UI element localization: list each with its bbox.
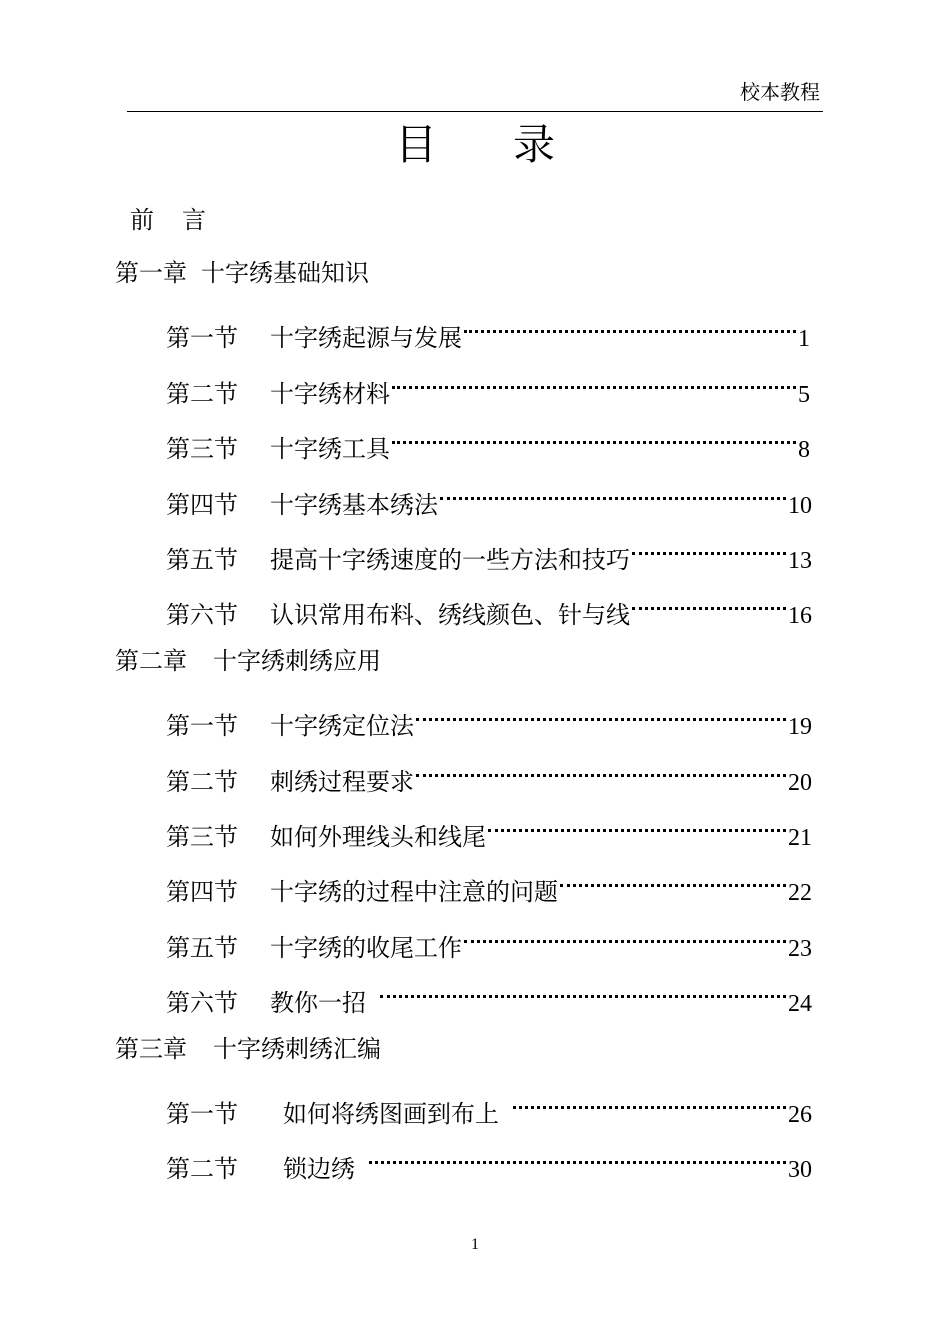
toc-section[interactable] bbox=[166, 1141, 812, 1184]
toc-section[interactable] bbox=[166, 532, 812, 574]
dot-leader bbox=[488, 809, 786, 845]
section-number: 第五节 bbox=[166, 933, 238, 962]
section-number: 第三节 bbox=[166, 823, 238, 851]
chapter-title: 十字绣刺绣汇编 bbox=[213, 1034, 381, 1063]
dot-leader bbox=[464, 310, 796, 346]
section-page-number: 26 bbox=[788, 1102, 812, 1128]
section-page-number: 10 bbox=[788, 492, 812, 519]
dot-leader bbox=[632, 587, 786, 623]
chapter-title: 十字绣基础知识 bbox=[201, 259, 369, 287]
dot-leader bbox=[560, 864, 786, 900]
section-page-number: 5 bbox=[798, 381, 810, 408]
section-number: 第一节 bbox=[166, 324, 238, 353]
section-number: 第六节 bbox=[166, 989, 238, 1018]
section-title: 十字绣起源与发展 bbox=[270, 324, 462, 353]
dot-leader bbox=[464, 920, 786, 956]
section-title: 如何将绣图画到布上 bbox=[283, 1100, 499, 1128]
section-page-number: 30 bbox=[788, 1157, 812, 1184]
dot-leader bbox=[392, 421, 796, 457]
toc-chapter[interactable] bbox=[115, 643, 381, 679]
toc-title: 目录 bbox=[394, 120, 631, 169]
chapter-title: 十字绣刺绣应用 bbox=[213, 646, 381, 675]
chapter-number: 第二章 bbox=[115, 646, 187, 675]
section-page-number: 23 bbox=[788, 935, 812, 962]
section-number: 第三节 bbox=[166, 435, 238, 464]
section-page-number: 22 bbox=[788, 880, 812, 907]
toc-section[interactable] bbox=[166, 754, 812, 796]
section-title: 十字绣定位法 bbox=[270, 712, 414, 741]
section-title: 十字绣的收尾工作 bbox=[270, 933, 462, 962]
section-title: 锁边绣 bbox=[283, 1155, 355, 1184]
dot-leader bbox=[369, 1141, 786, 1177]
section-number: 第二节 bbox=[166, 1155, 238, 1184]
section-page-number: 24 bbox=[788, 991, 812, 1018]
section-number: 第四节 bbox=[166, 490, 238, 519]
toc-section[interactable] bbox=[166, 975, 812, 1018]
section-page-number: 8 bbox=[798, 437, 810, 464]
toc-section[interactable] bbox=[166, 698, 812, 741]
section-number: 第五节 bbox=[166, 546, 238, 574]
dot-leader bbox=[392, 366, 796, 402]
toc-section[interactable] bbox=[166, 920, 812, 962]
dot-leader bbox=[380, 975, 786, 1011]
section-title: 刺绣过程要求 bbox=[270, 767, 414, 796]
section-number: 第六节 bbox=[166, 601, 238, 630]
header-rule bbox=[127, 111, 823, 112]
toc-section[interactable] bbox=[166, 477, 812, 519]
footer-page-number: 1 bbox=[471, 1236, 479, 1253]
toc-section[interactable] bbox=[166, 864, 812, 907]
section-page-number: 21 bbox=[788, 825, 812, 851]
toc-section[interactable] bbox=[166, 310, 812, 353]
section-number: 第二节 bbox=[166, 379, 238, 408]
toc-section[interactable] bbox=[166, 587, 812, 630]
toc-section[interactable] bbox=[166, 809, 812, 851]
toc-section[interactable] bbox=[166, 421, 812, 464]
dot-leader bbox=[632, 532, 786, 568]
section-page-number: 13 bbox=[788, 548, 812, 574]
section-title: 十字绣基本绣法 bbox=[270, 490, 438, 519]
chapter-number: 第三章 bbox=[115, 1034, 187, 1063]
toc-section[interactable] bbox=[166, 366, 812, 408]
chapter-number: 第一章 bbox=[115, 259, 187, 287]
section-number: 第一节 bbox=[166, 712, 238, 741]
section-title: 十字绣材料 bbox=[270, 379, 390, 408]
dot-leader bbox=[440, 477, 786, 513]
section-title: 教你一招 bbox=[270, 989, 366, 1018]
toc-preface: 前言 bbox=[130, 206, 234, 234]
section-title: 十字绣工具 bbox=[270, 435, 390, 464]
dot-leader bbox=[513, 1086, 786, 1122]
section-page-number: 1 bbox=[798, 326, 810, 353]
toc-chapter[interactable] bbox=[115, 1031, 381, 1067]
section-title: 认识常用布料、绣线颜色、针与线 bbox=[270, 601, 630, 630]
section-number: 第一节 bbox=[166, 1100, 238, 1128]
section-page-number: 19 bbox=[788, 714, 812, 741]
section-number: 第四节 bbox=[166, 878, 238, 907]
section-page-number: 20 bbox=[788, 769, 812, 796]
section-page-number: 16 bbox=[788, 603, 812, 630]
toc-section[interactable] bbox=[166, 1086, 812, 1128]
section-title: 十字绣的过程中注意的问题 bbox=[270, 878, 558, 907]
header-label: 校本教程 bbox=[740, 80, 820, 104]
section-title: 如何外理线头和线尾 bbox=[270, 823, 486, 851]
toc-chapter[interactable] bbox=[115, 255, 369, 291]
dot-leader bbox=[416, 754, 786, 790]
section-title: 提高十字绣速度的一些方法和技巧 bbox=[270, 546, 630, 574]
dot-leader bbox=[416, 698, 786, 734]
section-number: 第二节 bbox=[166, 767, 238, 796]
